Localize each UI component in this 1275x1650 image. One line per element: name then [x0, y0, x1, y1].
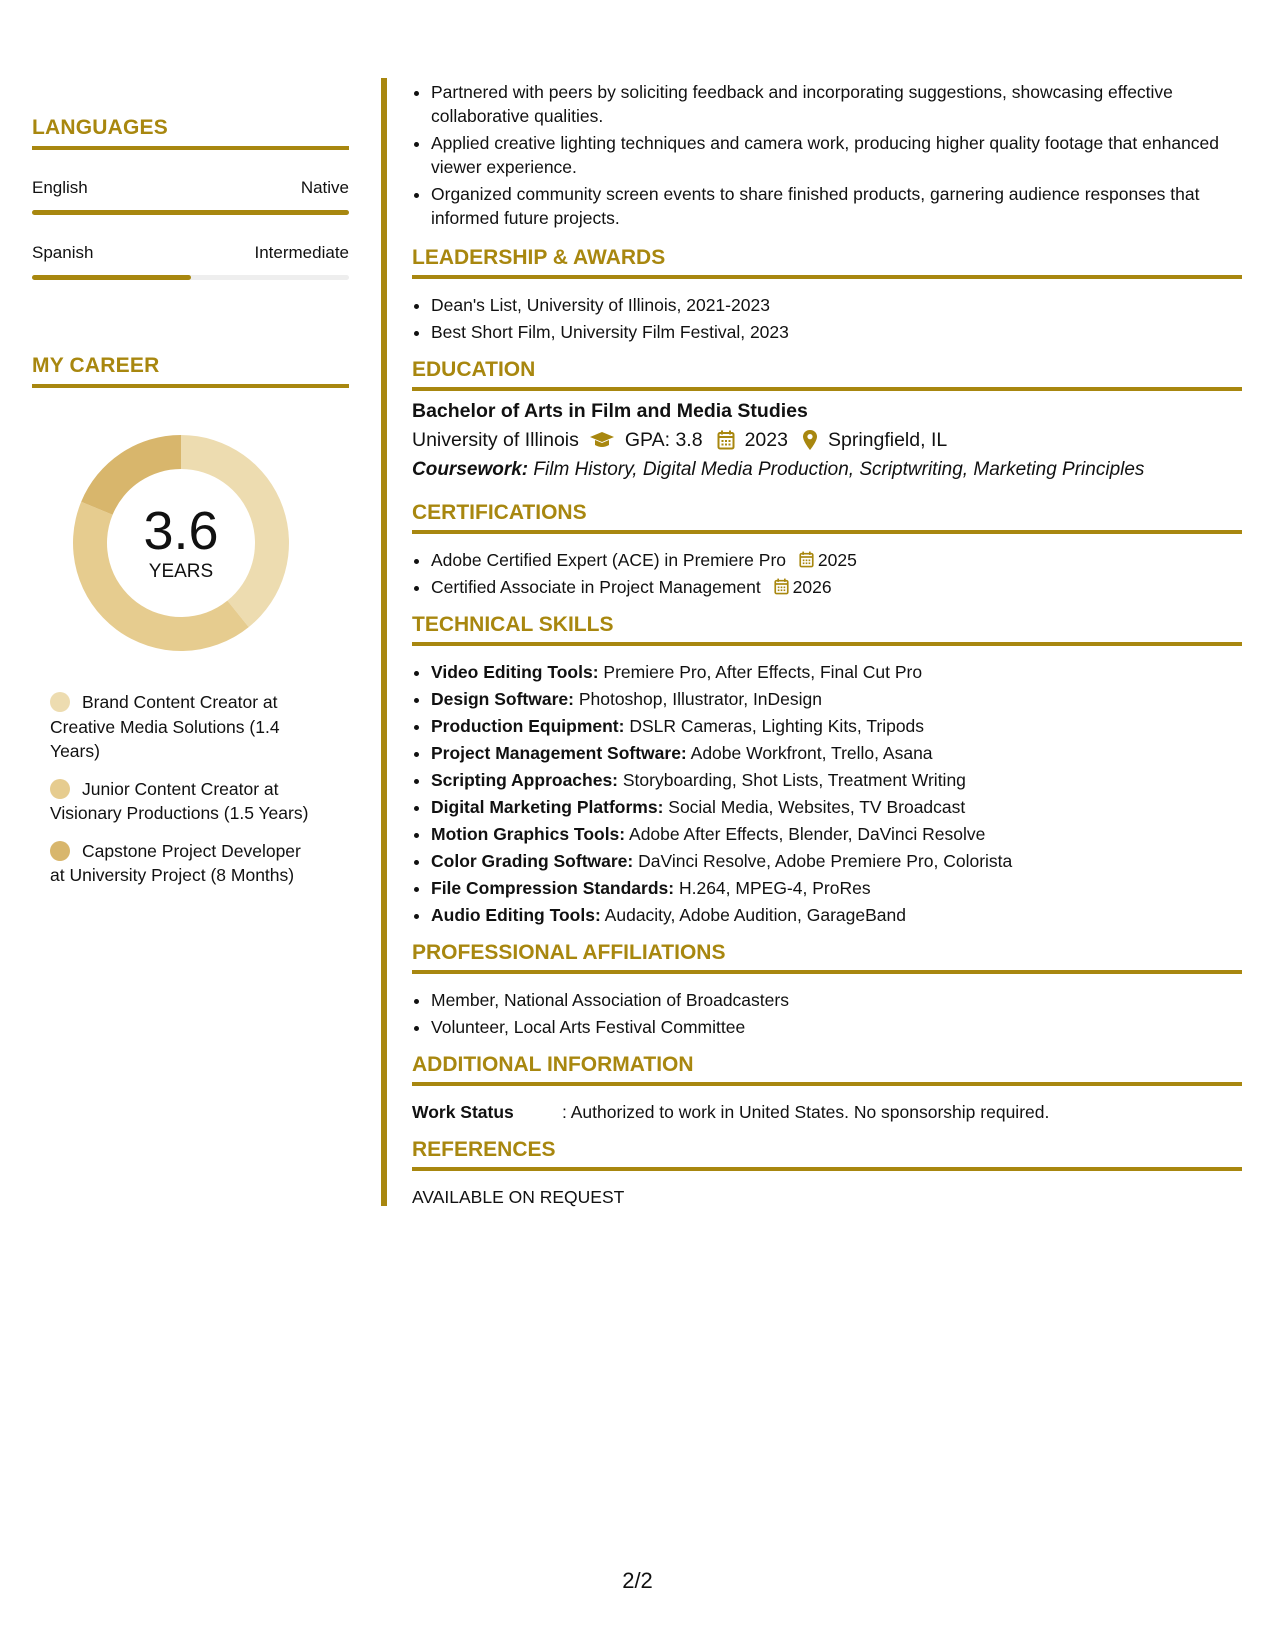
- skills-list: [412, 660, 1242, 927]
- career-legend: [50, 690, 320, 888]
- skill-values: Adobe Workfront, Trello, Asana: [686, 743, 933, 763]
- skill-category: Motion Graphics Tools:: [431, 824, 626, 844]
- list-item: [431, 741, 1242, 765]
- career-legend-item: [50, 839, 320, 888]
- language-proficiency-bar: [32, 210, 349, 215]
- skill-values: Photoshop, Illustrator, InDesign: [573, 689, 823, 709]
- leadership-list: [412, 293, 1242, 344]
- list-item: [431, 660, 1242, 684]
- leadership-heading: LEADERSHIP & AWARDS: [412, 246, 1242, 279]
- list-item: [431, 822, 1242, 846]
- languages-heading: LANGUAGES: [32, 116, 349, 150]
- education-location: Springfield, IL: [827, 429, 948, 451]
- language-name: English: [32, 178, 88, 197]
- list-item: [431, 903, 1242, 927]
- career-total-value: 3.6: [143, 501, 219, 561]
- skill-category: Scripting Approaches:: [431, 770, 619, 790]
- coursework-list: Film History, Digital Media Production, Scriptwriting, Marketing Principles: [528, 459, 1145, 480]
- left-column: [32, 116, 349, 901]
- work-status-label: Work Status: [412, 1102, 514, 1122]
- certification-year: 2026: [792, 577, 832, 597]
- page-indicator: 2/2: [622, 1568, 653, 1593]
- legend-dot-icon: [50, 779, 70, 799]
- skills-heading: TECHNICAL SKILLS: [412, 613, 1242, 646]
- education-gpa: GPA: 3.8: [624, 429, 703, 451]
- language-item: [32, 243, 349, 280]
- certification-year: 2025: [817, 550, 857, 570]
- legend-dot-icon: [50, 692, 70, 712]
- experience-bullets: [412, 80, 1242, 230]
- career-legend-label: Junior Content Creator at Visionary Productions (1.5 Years): [50, 778, 309, 823]
- work-status-row: [412, 1100, 1242, 1124]
- skill-category: Production Equipment:: [431, 716, 625, 736]
- references-text: AVAILABLE ON REQUEST: [412, 1187, 625, 1207]
- education-degree: Bachelor of Arts in Film and Media Studies: [412, 400, 808, 422]
- list-item: [431, 687, 1242, 711]
- skill-values: Adobe After Effects, Blender, DaVinci Resolve: [625, 824, 986, 844]
- legend-dot-icon: [50, 841, 70, 861]
- career-legend-label: Brand Content Creator at Creative Media Solutions (1.4 Years): [50, 692, 280, 761]
- location-pin-icon: [802, 429, 818, 451]
- education-heading: EDUCATION: [412, 358, 1242, 391]
- coursework-label: Coursework:: [412, 459, 529, 480]
- education-meta: [412, 425, 1242, 455]
- list-item: [431, 714, 1242, 738]
- skill-category: Design Software:: [431, 689, 574, 709]
- list-item: • Partnered with peers by soliciting feedback and incorporating suggestions, showcasing effective collaborative qualities.: [431, 80, 1242, 128]
- calendar-icon: [717, 430, 735, 450]
- certifications-list: [412, 548, 1242, 599]
- language-name: Spanish: [32, 243, 94, 262]
- list-item: • Volunteer, Local Arts Festival Committee: [431, 1015, 1242, 1039]
- career-legend-label: Capstone Project Developer at University Project (8 Months): [50, 840, 301, 885]
- language-proficiency-fill: [32, 210, 349, 215]
- language-level: Intermediate: [254, 243, 349, 262]
- list-item: [431, 768, 1242, 792]
- work-status-value: : Authorized to work in United States. No sponsorship required.: [562, 1102, 1050, 1122]
- list-item: • Member, National Association of Broadcasters: [431, 988, 1242, 1012]
- graduation-cap-icon: [589, 430, 615, 450]
- certification-name: Adobe Certified Expert (ACE) in Premiere Pro: [431, 550, 786, 570]
- career-total-unit: YEARS: [148, 561, 214, 582]
- career-legend-item: [50, 777, 320, 826]
- skill-values: DaVinci Resolve, Adobe Premiere Pro, Colorista: [633, 851, 1013, 871]
- column-divider: [381, 78, 387, 1206]
- list-item: [431, 575, 1242, 599]
- skill-values: Audacity, Adobe Audition, GarageBand: [600, 905, 906, 925]
- certifications-heading: CERTIFICATIONS: [412, 501, 1242, 534]
- skill-category: Video Editing Tools:: [431, 662, 599, 682]
- list-item: [431, 849, 1242, 873]
- calendar-icon: [799, 551, 814, 568]
- calendar-icon: [774, 578, 789, 595]
- language-proficiency-fill: [32, 275, 191, 280]
- skill-category: Color Grading Software:: [431, 851, 634, 871]
- list-item: • Applied creative lighting techniques and camera work, producing higher quality footage that enhanced viewer experience.: [431, 131, 1242, 179]
- career-heading: MY CAREER: [32, 354, 349, 388]
- education-year: 2023: [744, 429, 788, 451]
- right-column: [412, 80, 1242, 1209]
- affiliations-list: [412, 988, 1242, 1039]
- list-item: • Organized community screen events to share finished products, garnering audience responses that informed future projects.: [431, 182, 1242, 230]
- list-item: [431, 795, 1242, 819]
- skill-category: Project Management Software:: [431, 743, 687, 763]
- career-donut-chart: [66, 428, 296, 658]
- list-item: [431, 876, 1242, 900]
- education-school: University of Illinois: [412, 429, 579, 451]
- skill-values: Social Media, Websites, TV Broadcast: [663, 797, 966, 817]
- language-item: [32, 178, 349, 215]
- skill-values: H.264, MPEG-4, ProRes: [674, 878, 871, 898]
- skill-category: File Compression Standards:: [431, 878, 675, 898]
- list-item: [431, 548, 1242, 572]
- skill-values: DSLR Cameras, Lighting Kits, Tripods: [624, 716, 925, 736]
- education-coursework: [412, 455, 1242, 485]
- list-item: • Best Short Film, University Film Festival, 2023: [431, 320, 1242, 344]
- additional-info-heading: ADDITIONAL INFORMATION: [412, 1053, 1242, 1086]
- list-item: • Dean's List, University of Illinois, 2021-2023: [431, 293, 1242, 317]
- certification-name: Certified Associate in Project Management: [431, 577, 761, 597]
- affiliations-heading: PROFESSIONAL AFFILIATIONS: [412, 941, 1242, 974]
- skill-category: Audio Editing Tools:: [431, 905, 601, 925]
- skill-values: Premiere Pro, After Effects, Final Cut Pro: [598, 662, 923, 682]
- language-proficiency-bar: [32, 275, 349, 280]
- language-level: Native: [300, 178, 349, 197]
- skill-values: Storyboarding, Shot Lists, Treatment Writing: [618, 770, 966, 790]
- career-legend-item: [50, 690, 320, 764]
- references-heading: REFERENCES: [412, 1138, 1242, 1171]
- skill-category: Digital Marketing Platforms:: [431, 797, 664, 817]
